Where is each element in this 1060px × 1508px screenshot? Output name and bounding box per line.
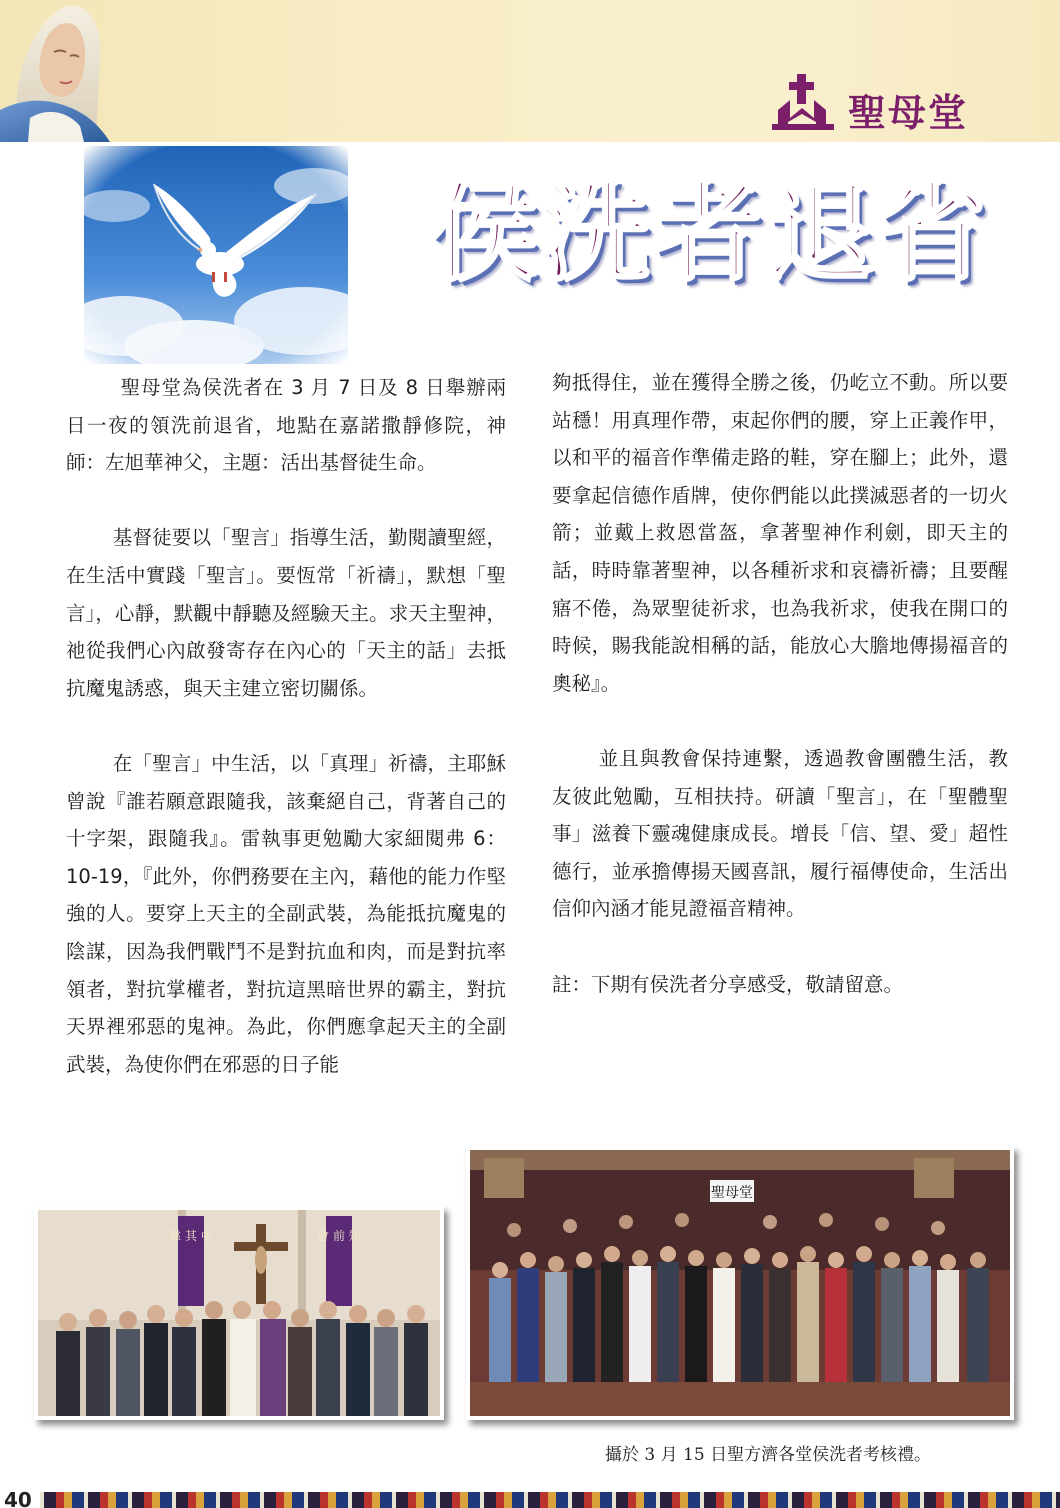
church-name: 聖母堂 (848, 91, 969, 135)
article-left-column (66, 369, 506, 1083)
paragraph: 夠抵得住，並在獲得全勝之後，仍屹立不動。所以要站穩！用真理作帶，束起你們的腰，穿上正義作甲，以和平的福音作準備走路的鞋，穿在腳上；此外，還要拿起信德作盾牌，使你們能以此撲滅惡者的一切火箭；並戴上救恩當盔，拿著聖神作利劍，即天主的話，時時靠著聖神，以各種祈求和哀禱祈禱；且要醒寤不倦，為眾聖徒祈求，也為我祈求，使我在開口的時候，賜我能說相稱的話，能放心大膽地傳揚福音的奧秘』。 (552, 371, 1008, 695)
paragraph: 基督徒要以「聖言」指導生活，勤閱讀聖經，在生活中實踐「聖言」。要恆常「祈禱」，默想「聖言」，心靜，默觀中靜聽及經驗天主。求天主聖神，祂從我們心內啟發寄存在內心的「天主的話」去抵抗魔鬼誘惑，與天主建立密切關係。 (66, 526, 506, 700)
church-cross-logo-icon (772, 74, 834, 130)
chapel-group-photo (34, 1206, 444, 1420)
article-right-column (552, 364, 1008, 1003)
white-dove-sky-photo (84, 146, 348, 364)
paragraph: 聖母堂為侯洗者在 3 月 7 日及 8 日舉辦兩日一夜的領洗前退省，地點在嘉諾撒靜修院，神師：左旭華神父，主題：活出基督徒生命。 (66, 376, 506, 475)
note-paragraph: 註：下期有侯洗者分享感受，敬請留意。 (552, 972, 904, 996)
paragraph: 在「聖言」中生活，以「真理」祈禱，主耶穌曾說『誰若願意跟隨我，該棄絕自己，背著自己的十字架，跟隨我』。雷執事更勉勵大家細閱弗 6：10-19，『此外，你們務要在主內，藉他的能力作堅強的人。要穿上天主的全副武裝，為能抵抗魔鬼的陰謀，因為我們戰鬥不是對抗血和肉，而是對抗率領者，對抗掌權者，對抗這黑暗世界的霸主，對抗天界裡邪惡的鬼神。為此，你們應拿起天主的全副武裝，為使你們在邪惡的日子能 (66, 751, 506, 1076)
paragraph: 並且與教會保持連繫，透過教會團體生活，教友彼此勉勵，互相扶持。研讀「聖言」，在「聖體聖事」滋養下靈魂健康成長。增長「信、望、愛」超性德行，並承擔傳揚天國喜訊，履行福傳使命，生活出信仰內涵才能見證福音精神。 (552, 746, 1008, 921)
photo-caption: 攝於 3 月 15 日聖方濟各堂侯洗者考核禮。 (605, 1445, 932, 1465)
group-sign-text: 聖母堂 (711, 1185, 753, 1201)
decorative-footer-band (0, 1492, 1060, 1508)
page-number: 40 (0, 1488, 40, 1508)
banner-text-left: 靠 其 中 (169, 1229, 213, 1243)
hall-group-photo (466, 1146, 1014, 1420)
virgin-mary-statue-image (0, 0, 110, 142)
banner-text-right: 會 前 知 (317, 1229, 361, 1243)
article-title: 侯洗者退省 (430, 171, 991, 296)
